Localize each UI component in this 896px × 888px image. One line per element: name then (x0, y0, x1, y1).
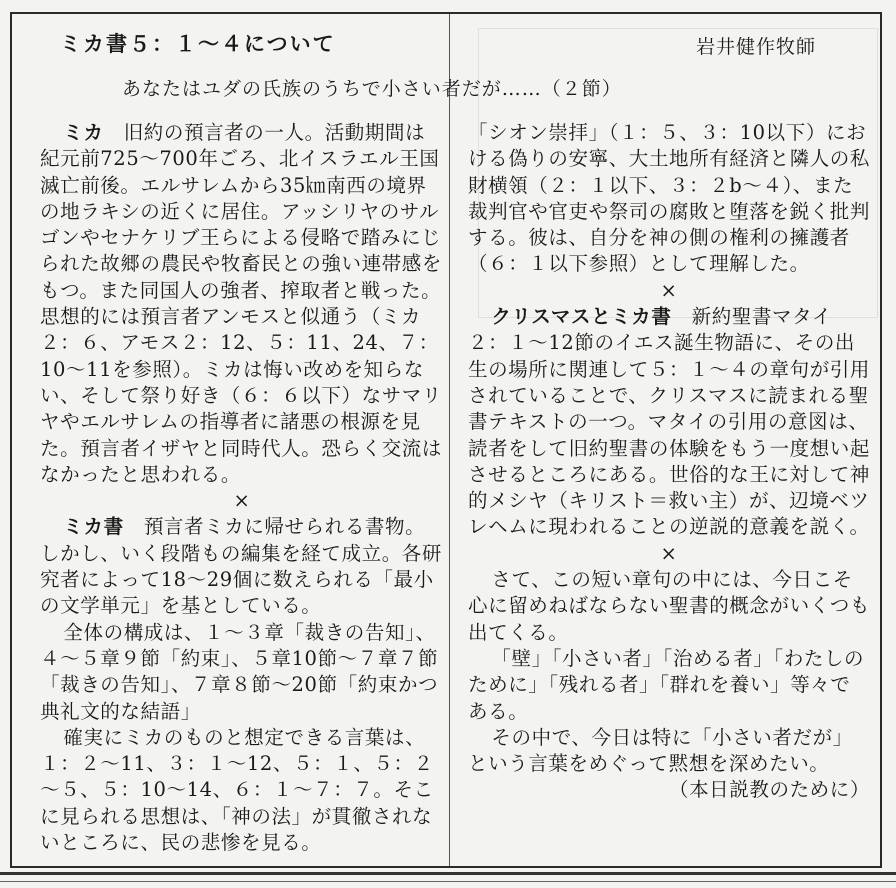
term-book-of-micah: ミカ書 (63, 515, 124, 539)
article-title: ミカ書５：１～４について (60, 31, 336, 56)
term-christmas-and-micah: クリスマスとミカ書 (491, 305, 672, 329)
left-column (40, 120, 444, 856)
section-separator: × (233, 489, 251, 513)
paragraph-criticism: 「シオン崇拝」（１：５、３：10以下）における偽りの安寧、大土地所有経済と隣人の私財横領（２：１以下、３：２b～４）、また裁判官や官吏や祭司の腐敗と堕落を鋭く批判する。彼は、自分を神の側の権利の擁護者（６：１以下参照）として理解した。 (468, 121, 871, 276)
paragraph-concepts-list: 「壁」「小さい者」「治める者」「わたしのために」「残れる者」「群れを養い」等々である。 (468, 646, 865, 723)
author-name: 岩井健作牧師 (696, 36, 817, 58)
paragraph-meditation: その中で、今日は特に「小さい者だが」という言葉をめぐって黙想を深めたい。 (468, 725, 853, 776)
section-separator: × (660, 278, 678, 302)
paragraph-authentic-words: 確実にミカのものと想定できる言葉は、１：２～11、３：１～12、５：１、５：２～５、５：10～14、６：１～７：７。そこに見られる思想は、「神の法」が貫徹されないところに、民の悲惨を見る。 (40, 725, 434, 855)
term-micah: ミカ (63, 121, 104, 144)
paragraph-structure: 全体の構成は、１～３章「裁きの告知」、４～５章９節「約束」、５章10節～７章７節「裁きの告知」、７章８節～20節「約束かつ典礼文的な結語」 (40, 620, 439, 723)
paragraph-christmas (468, 304, 870, 541)
paragraph-text: 旧約の預言者の一人。活動期間は紀元前725～700年ごろ、北イスラエル王国滅亡前後。エルサレムから35㎞南西の境界の地ラキシの近くに居住。アッシリヤのサルゴンやセナケリブ王らによる侵略で踏みにじられた故郷の農民や牧畜民との強い連帯感をもつ。また同国人の強者、搾取者と戦った。思想的には預言者アンモスと似通う（ミカ２：６、アモス２：12、５：11、24、７：10～11を参照）。ミカは悔い改めを知らない、そして祭り好き（６：６以下）なサマリヤやエルサレムの指導者に諸悪の根源を見た。預言者イザヤと同時代人。恐らく交流はなかったと思われる。 (40, 121, 443, 486)
paragraph-micah-prophet (40, 120, 444, 488)
signoff-note: （本日説教のために） (668, 778, 870, 802)
column-divider (449, 14, 450, 866)
epigraph: あなたはユダの氏族のうちで小さい者だが……（２節） (122, 78, 622, 100)
paragraph-concepts-intro: さて、この短い章句の中には、今日こそ心に留めねばならない聖書的概念がいくつも出てくる。 (468, 568, 871, 644)
paragraph-book-of-micah (40, 514, 444, 619)
right-column (468, 120, 870, 804)
bottom-rule-thin (0, 881, 896, 882)
section-separator: × (660, 541, 678, 565)
paragraph-text: 新約聖書マタイ２：１～12節のイエス誕生物語に、その出生の場所に関連して５：１～４の章句が引用されていることで、クリスマスに読まれる聖書テキストの一つ。マタイの引用の意図は、読者をして旧約聖書の体験をもう一度想い起させるところにある。世俗的な王に対して神的メシヤ（キリスト＝救い主）が、辺境ベツレヘムに現われることの逆説的意義を説く。 (468, 305, 871, 539)
paragraph-text: 預言者ミカに帰せられる書物。しかし、いく段階もの編集を経て成立。各研究者によって18～29個に数えられる「最小の文学単元」を基としている。 (40, 515, 443, 618)
bottom-rule (0, 872, 896, 875)
